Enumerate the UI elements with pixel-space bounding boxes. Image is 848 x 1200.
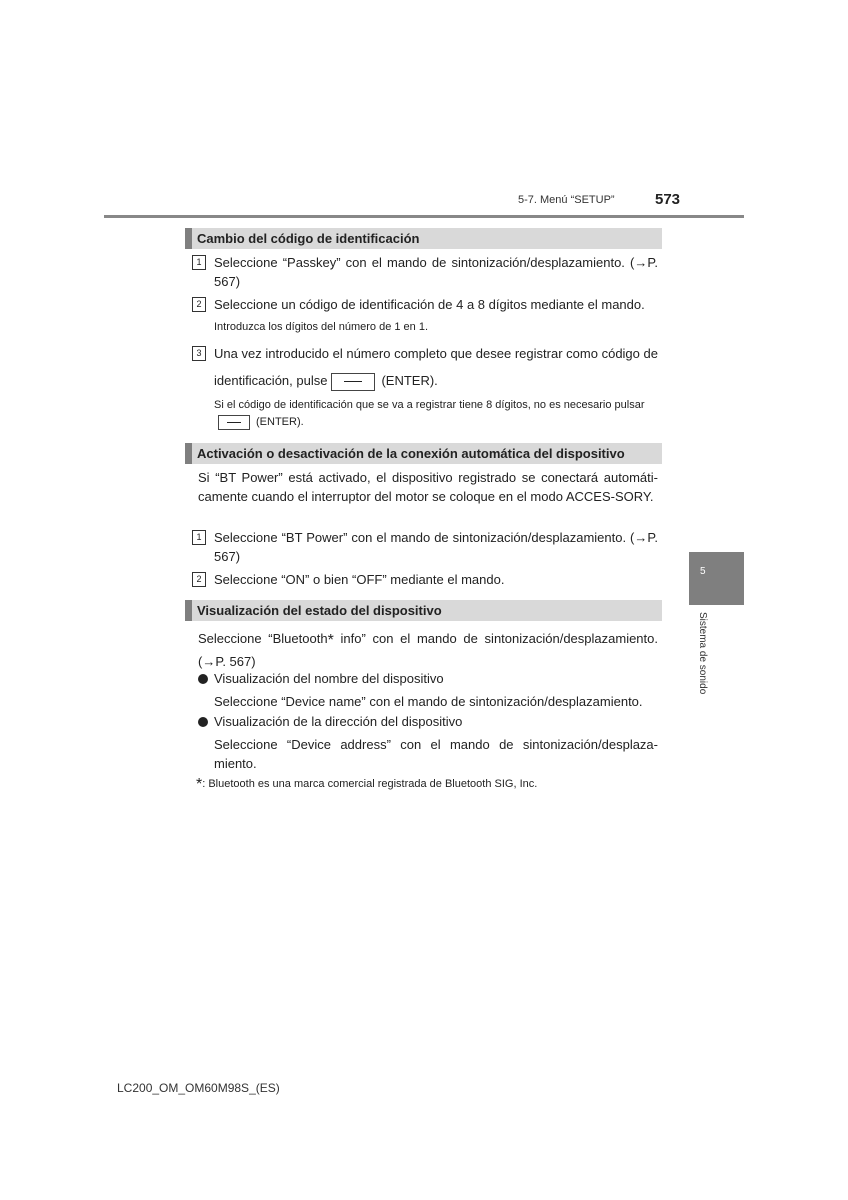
chapter-label: Sistema de sonido bbox=[697, 612, 708, 695]
step-1-bt-power bbox=[192, 528, 658, 566]
bullet-text: Seleccione “Device address” con el mando de sintonización/desplaza-miento. bbox=[214, 737, 658, 771]
step-note-enter bbox=[214, 397, 658, 431]
enter-button-icon bbox=[218, 415, 250, 430]
header-section-title: 5-7. Menú “SETUP” bbox=[518, 194, 615, 206]
bullet-label: Visualización de la dirección del dispositivo bbox=[214, 714, 463, 729]
step-number: 3 bbox=[192, 346, 206, 361]
step-text-after: (ENTER). bbox=[381, 373, 438, 388]
chapter-number: 5 bbox=[700, 566, 706, 577]
step-text-before: Una vez introducido el número completo que desee registrar como código de identificación, pulse bbox=[214, 346, 658, 388]
bullet-device-name bbox=[198, 669, 658, 688]
step-1-passkey bbox=[192, 253, 658, 291]
step-2-code bbox=[192, 295, 658, 314]
footnote-marker: * bbox=[196, 776, 203, 793]
footnote-marker: * bbox=[327, 632, 334, 649]
step-note: Introduzca los dígitos del número de 1 en 1. bbox=[214, 321, 429, 333]
chapter-tab bbox=[689, 552, 744, 605]
bullet-text: Seleccione “Device name” con el mando de sintonización/desplazamiento. bbox=[214, 694, 643, 709]
note-text-before: Si el código de identificación que se va a registrar tiene 8 dígitos, no es necesario pulsar bbox=[214, 399, 645, 411]
step-number: 2 bbox=[192, 297, 206, 312]
step-text: Seleccione un código de identificación de 4 a 8 dígitos mediante el mando. bbox=[214, 297, 645, 312]
page-number: 573 bbox=[655, 191, 681, 208]
bullet-label: Visualización del nombre del dispositivo bbox=[214, 671, 444, 686]
step-number: 1 bbox=[192, 255, 206, 270]
step-text: Seleccione “BT Power” con el mando de sintonización/desplazamiento. (→P. 567) bbox=[214, 530, 658, 564]
step-text bbox=[214, 340, 658, 394]
footnote bbox=[196, 776, 537, 794]
footnote-text: : Bluetooth es una marca comercial registrada de Bluetooth SIG, Inc. bbox=[202, 778, 538, 790]
enter-button-icon bbox=[331, 373, 375, 391]
section-heading-device-status: Visualización del estado del dispositivo bbox=[185, 600, 662, 621]
bullet-device-address bbox=[198, 712, 658, 731]
step-text: Seleccione “ON” o bien “OFF” mediante el mando. bbox=[214, 572, 505, 587]
step-number: 1 bbox=[192, 530, 206, 545]
footer-code: LC200_OM_OM60M98S_(ES) bbox=[117, 1081, 280, 1095]
bullet-icon bbox=[198, 717, 208, 727]
intro-text-before: Seleccione “Bluetooth bbox=[198, 631, 328, 646]
intro-paragraph: Si “BT Power” está activado, el dispositivo registrado se conectará automáti-camente cuando el interruptor del motor se coloque en el modo ACCES-SORY. bbox=[198, 470, 658, 504]
step-3-enter bbox=[192, 344, 658, 394]
intro-paragraph bbox=[198, 628, 658, 672]
section-heading-auto-connect: Activación o desactivación de la conexión automática del dispositivo bbox=[185, 443, 662, 464]
bullet-icon bbox=[198, 674, 208, 684]
note-text-after: (ENTER). bbox=[256, 416, 304, 428]
intro-text-after: info” con el mando de sintonización/desplazamiento. (→P. 567) bbox=[198, 631, 658, 669]
section-heading-id-code: Cambio del código de identificación bbox=[185, 228, 662, 249]
step-number: 2 bbox=[192, 572, 206, 587]
header-rule bbox=[104, 215, 744, 218]
step-text: Seleccione “Passkey” con el mando de sintonización/desplazamiento. (→P. 567) bbox=[214, 255, 658, 289]
step-2-on-off bbox=[192, 570, 658, 589]
